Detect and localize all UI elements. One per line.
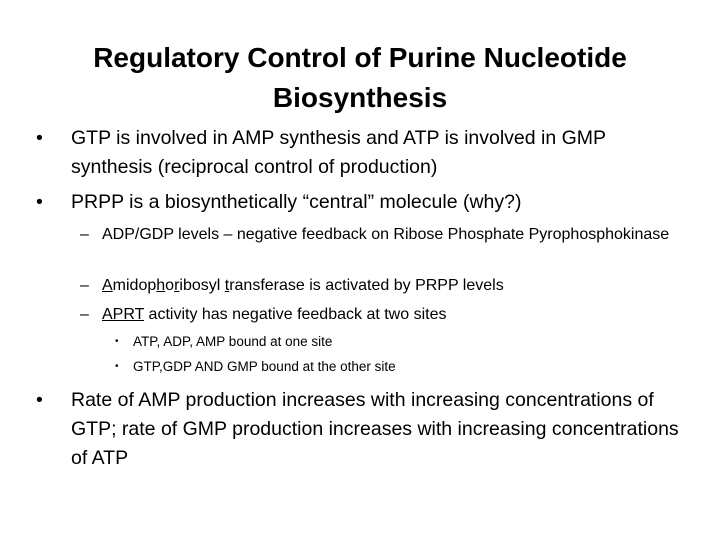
underlined-letter: h <box>156 277 166 294</box>
dash-bullet-icon: – <box>80 306 89 323</box>
subsubbullet-gtp-site <box>115 357 675 377</box>
bullet-dot-icon: • <box>36 389 43 411</box>
bullet-gtp-atp-reciprocal <box>36 124 686 182</box>
underlined-acronym: APRT <box>102 306 145 323</box>
subbullet-text: ADP/GDP levels – negative feedback on Ribose Phosphate Pyrophosphokinase <box>102 226 670 243</box>
bullet-dot-icon: • <box>115 336 119 347</box>
dash-bullet-icon: – <box>80 226 89 243</box>
subbullet-amidophosphoribosyl-transferase <box>80 274 680 297</box>
underlined-letter: r <box>174 277 180 294</box>
subsubbullet-atp-site <box>115 332 675 352</box>
bullet-text: GTP is involved in AMP synthesis and ATP is involved in GMP synthesis (reciprocal control of production) <box>71 127 606 178</box>
bullet-rate-of-production <box>36 386 686 473</box>
bullet-text: PRPP is a biosynthetically “central” molecule (why?) <box>71 191 522 213</box>
dash-bullet-icon: – <box>80 277 89 294</box>
underlined-letter: A <box>102 277 113 294</box>
slide-title-line-1: Regulatory Control of Purine Nucleotide <box>93 42 627 73</box>
subbullet-text: Amidophoribosyl transferase is activated by PRPP levels <box>102 277 504 294</box>
subbullet-aprt-activity <box>80 303 680 326</box>
bullet-dot-icon: • <box>36 191 43 213</box>
subbullet-text: APRT activity has negative feedback at two sites <box>102 306 447 323</box>
subbullet-adp-gdp-feedback <box>80 223 680 246</box>
bullet-dot-icon: • <box>115 361 119 372</box>
bullet-text: Rate of AMP production increases with increasing concentrations of GTP; rate of GMP production increases with increasing concentrations of ATP <box>71 389 679 469</box>
bullet-prpp-central <box>36 188 686 217</box>
slide-title <box>40 38 680 118</box>
slide-title-line-2: Biosynthesis <box>272 82 448 113</box>
subsubbullet-text: ATP, ADP, AMP bound at one site <box>133 334 333 349</box>
subsubbullet-text: GTP,GDP AND GMP bound at the other site <box>133 359 396 374</box>
bullet-dot-icon: • <box>36 127 43 149</box>
underlined-letter: t <box>224 277 230 294</box>
